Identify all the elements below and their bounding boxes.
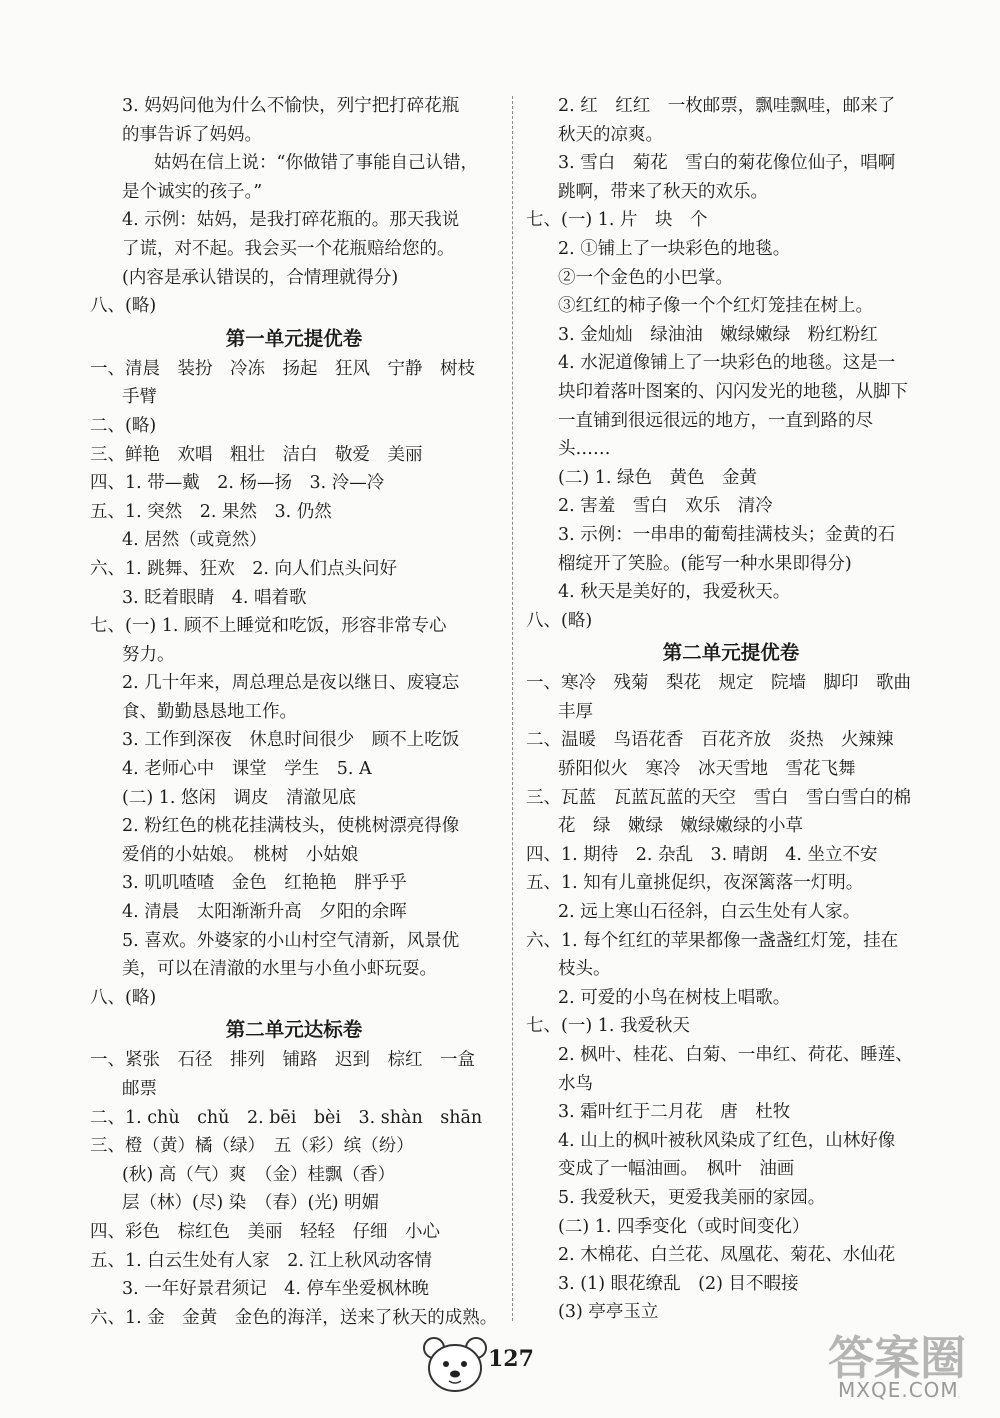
answer-line: 五、1. 白云生处有人家 2. 江上秋风动客情 xyxy=(90,1250,433,1271)
answer-line: 五、1. 突然 2. 果然 3. 仍然 xyxy=(90,501,332,522)
answer-line: 4. 清晨 太阳渐渐升高 夕阳的余晖 xyxy=(122,902,407,923)
watermark-url: MXQE.COM xyxy=(838,1378,959,1402)
answer-line: 八、(略) xyxy=(90,987,157,1008)
page-footer xyxy=(420,1334,580,1404)
answer-line: 爱俏的小姑娘。 桃树 小姑娘 xyxy=(122,844,359,865)
answer-line: 秋天的凉爽。 xyxy=(558,124,663,145)
answer-line: 2. 粉红色的桃花挂满枝头，使桃树漂亮得像 xyxy=(122,816,460,837)
answer-line: 六、1. 跳舞、狂欢 2. 向人们点头问好 xyxy=(90,558,398,579)
answer-line: 层（林）(尽) 染 （春）(光) 明媚 xyxy=(122,1193,380,1214)
watermark-logo: 答案圈 xyxy=(828,1331,966,1385)
answer-line: 2. 红 红红 一枚邮票，飘哇飘哇，邮来了 xyxy=(558,96,896,116)
answer-line: 八、(略) xyxy=(90,296,157,317)
answer-line: (二) 1. 绿色 黄色 金黄 xyxy=(558,467,757,488)
answer-line: 一、寒冷 残菊 梨花 规定 院墙 脚印 歌曲 xyxy=(526,673,911,694)
answer-line: 跳啊，带来了秋天的欢乐。 xyxy=(558,181,768,202)
answer-line: 块印着落叶图案的、闪闪发光的地毯，从脚下 xyxy=(558,381,908,402)
answer-line: (二) 1. 四季变化（或时间变化） xyxy=(558,1216,810,1237)
column-divider xyxy=(512,96,513,1321)
answer-line: 3. 一年好景君须记 4. 停车坐爱枫林晚 xyxy=(122,1279,430,1300)
answer-line: 花 绿 嫩绿 嫩绿嫩绿的小草 xyxy=(558,816,803,837)
answer-line: 是个诚实的孩子。” xyxy=(122,181,263,202)
answer-line: 一、紧张 石径 排列 铺路 迟到 棕红 一盒 xyxy=(90,1050,475,1071)
answer-line: 食、勤勤恳恳地工作。 xyxy=(122,701,297,722)
answer-line: 4. 秋天是美好的，我爱秋天。 xyxy=(558,582,791,603)
answer-line: 3. 金灿灿 绿油油 嫩绿嫩绿 粉红粉红 xyxy=(558,324,878,345)
section-heading: 第二单元提优卷 xyxy=(662,641,800,665)
answer-line: 2. 木棉花、白兰花、凤凰花、菊花、水仙花 xyxy=(558,1245,896,1266)
answer-line: 骄阳似火 寒冷 冰天雪地 雪花飞舞 xyxy=(558,759,856,780)
answer-line: 二、(略) xyxy=(90,415,157,436)
answer-line: 4. 居然（或竟然） xyxy=(122,530,267,551)
answer-line: 七、(一) 1. 片 块 个 xyxy=(526,210,708,231)
section-heading: 第二单元达标卷 xyxy=(225,1018,363,1042)
answer-line: 5. 我爱秋天，更爱我美丽的家园。 xyxy=(558,1187,826,1208)
answer-line: 3. 妈妈问他为什么不愉快，列宁把打碎花瓶 xyxy=(122,96,460,116)
answer-line: 枝头。 xyxy=(558,959,611,980)
answer-line: 六、1. 金 金黄 金色的海洋，送来了秋天的成熟。 xyxy=(90,1307,498,1328)
answer-line: 3. 雪白 菊花 雪白的菊花像位仙子，唱啊 xyxy=(558,153,896,174)
answer-line: (3) 亭亭玉立 xyxy=(558,1302,659,1323)
left-column xyxy=(90,92,498,1332)
answer-line: 榴绽开了笑脸。(能写一种水果即得分) xyxy=(558,553,852,574)
section-heading: 第一单元提优卷 xyxy=(225,326,363,350)
answer-line: ②一个金色的小巴掌。 xyxy=(558,267,733,288)
answer-line: 三、橙（黄）橘（绿） 五（彩）缤（纷） xyxy=(90,1136,414,1157)
answer-line: 四、1. 带—戴 2. 杨—扬 3. 泠—冷 xyxy=(90,473,385,494)
answer-line: 4. 水泥道像铺上了一块彩色的地毯。这是一 xyxy=(558,353,896,374)
answer-line: 八、(略) xyxy=(526,610,593,631)
answer-line: 2. 远上寒山石径斜，白云生处有人家。 xyxy=(558,902,861,923)
watermark xyxy=(820,1322,995,1412)
answer-line: 4. 山上的枫叶被秋风染成了红色，山林好像 xyxy=(558,1130,896,1151)
answer-line: 2. 枫叶、桂花、白菊、一串红、荷花、睡莲、 xyxy=(558,1045,913,1065)
answer-line: 一、清晨 装扮 冷冻 扬起 狂风 宁静 树枝 xyxy=(90,358,475,379)
answer-line: 2. ①铺上了一块彩色的地毯。 xyxy=(558,238,791,259)
answer-line: 3. 眨着眼睛 4. 唱着歌 xyxy=(122,587,307,608)
answer-line: 美，可以在清澈的水里与小鱼小虾玩耍。 xyxy=(122,959,437,980)
answer-line: 姑妈在信上说：“你做错了事能自己认错， xyxy=(154,153,478,174)
answer-line: 4. 示例：姑妈，是我打碎花瓶的。那天我说 xyxy=(122,210,460,231)
answer-line: 七、(一) 1. 顾不上睡觉和吃饭，形容非常专心 xyxy=(90,616,447,637)
answer-line: 努力。 xyxy=(122,644,175,665)
answer-line: (二) 1. 悠闲 调皮 清澈见底 xyxy=(122,787,356,808)
bear-mascot-icon xyxy=(420,1334,490,1396)
answer-line: 2. 害羞 雪白 欢乐 清冷 xyxy=(558,496,773,517)
answer-line: 二、温暖 鸟语花香 百花齐放 炎热 火辣辣 xyxy=(526,730,894,751)
answer-line: 4. 老师心中 课堂 学生 5. A xyxy=(122,759,372,780)
answer-line: 水鸟 xyxy=(558,1073,593,1094)
answer-line: 四、彩色 棕红色 美丽 轻轻 仔细 小心 xyxy=(90,1221,440,1242)
right-column xyxy=(526,92,936,1327)
answer-line: 的事告诉了妈妈。 xyxy=(122,124,262,145)
answer-line: 七、(一) 1. 我爱秋天 xyxy=(526,1016,690,1037)
answer-line: 六、1. 每个红红的苹果都像一盏盏红灯笼，挂在 xyxy=(526,930,899,951)
answer-line: 二、1. chù chǔ 2. bēi bèi 3. shàn shān xyxy=(90,1107,483,1128)
answer-line: 头…… xyxy=(558,439,611,460)
page-number: 127 xyxy=(488,1346,534,1372)
answer-line: 手臂 xyxy=(122,387,157,408)
answer-line: 3. 霜叶红于二月花 唐 杜牧 xyxy=(558,1102,791,1123)
answer-line: (内容是承认错误的，合情理就得分) xyxy=(122,267,399,288)
answer-line: 四、1. 期待 2. 杂乱 3. 晴朗 4. 坐立不安 xyxy=(526,844,878,865)
answer-line: 2. 可爱的小鸟在树枝上唱歌。 xyxy=(558,987,791,1008)
answer-line: 3. 叽叽喳喳 金色 红艳艳 胖乎乎 xyxy=(122,873,407,894)
answer-line: 三、瓦蓝 瓦蓝瓦蓝的天空 雪白 雪白雪白的棉 xyxy=(526,787,911,808)
answer-line: 变成了一幅油画。 枫叶 油画 xyxy=(558,1159,795,1180)
answer-line: 邮票 xyxy=(122,1079,157,1099)
answer-line: 3. 示例：一串串的葡萄挂满枝头；金黄的石 xyxy=(558,524,896,545)
answer-line: 3. (1) 眼花缭乱 (2) 目不暇接 xyxy=(558,1273,799,1294)
answer-line: 2. 几十年来，周总理总是夜以继日、废寝忘 xyxy=(122,673,460,694)
answer-line: 三、鲜艳 欢唱 粗壮 洁白 敬爱 美丽 xyxy=(90,444,423,465)
answer-line: 5. 喜欢。外婆家的小山村空气清新，风景优 xyxy=(122,930,460,951)
answer-line: 3. 工作到深夜 休息时间很少 顾不上吃饭 xyxy=(122,730,460,751)
answer-line: 一直铺到很远很远的地方，一直到路的尽 xyxy=(558,410,873,431)
answer-line: ③红红的柿子像一个个红灯笼挂在树上。 xyxy=(558,296,873,317)
answer-line: (秋) 高（气）爽 （金）桂飘（香） xyxy=(122,1164,395,1185)
answer-line: 五、1. 知有儿童挑促织，夜深篱落一灯明。 xyxy=(526,873,864,894)
answer-line: 了谎，对不起。我会买一个花瓶赔给您的。 xyxy=(122,238,455,259)
answer-line: 丰厚 xyxy=(558,701,593,722)
